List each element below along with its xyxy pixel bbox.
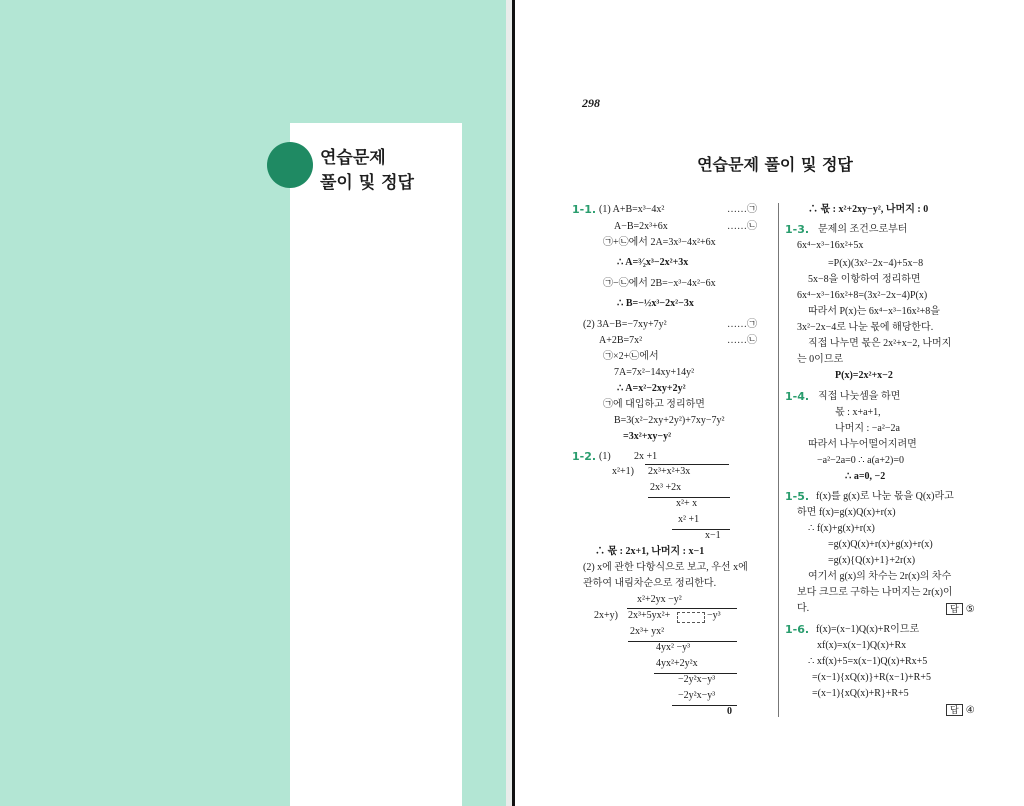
solution-line: ㉠+㉡에서 2A=3x³−4x²+6x	[603, 237, 716, 248]
solution-line: 2x+y)	[594, 610, 618, 621]
answer-choice: ⑤	[965, 604, 975, 615]
answer-label: 답	[946, 704, 963, 716]
solution-line: ∴ xf(x)+5=x(x−1)Q(x)+Rx+5	[808, 656, 928, 667]
solution-line: 직접 나눗셈을 하면	[818, 391, 901, 402]
solution-line: 0	[727, 706, 732, 717]
solution-line: f(x)를 g(x)로 나눈 몫을 Q(x)라고	[816, 491, 954, 502]
division-bar	[627, 608, 737, 609]
solution-line: ∴ B=−½x³−2x²−3x	[617, 298, 694, 309]
solution-line: (2) x에 관한 다항식으로 보고, 우선 x에	[583, 562, 748, 573]
solution-line: (2) 3A−B=−7xy+7y²	[583, 319, 667, 330]
blank-box	[677, 612, 705, 623]
chapter-title-line2: 풀이 및 정답	[320, 173, 414, 193]
book-gutter	[512, 0, 515, 806]
chapter-title-line1: 연습문제	[320, 148, 386, 168]
equation-marker: ……㉠	[727, 319, 757, 330]
problem-label: 1-5.	[785, 490, 810, 503]
solution-line: 6x⁴−x³−16x²+8=(3x²−2x−4)P(x)	[797, 290, 928, 301]
solution-line: 2x³ +2x	[650, 482, 682, 493]
solution-line: 관하여 내림차순으로 정리한다.	[583, 578, 717, 589]
answer-mark	[946, 704, 975, 717]
solution-line: (1)	[599, 451, 611, 462]
page-title: 연습문제 풀이 및 정답	[697, 155, 853, 174]
solution-line: 는 0이므로	[797, 354, 844, 365]
solution-line: 몫 : x+a+1,	[835, 407, 881, 418]
solution-line: x−1	[705, 530, 721, 541]
solution-line: x² +1	[678, 514, 700, 525]
equation-marker: ……㉠	[727, 204, 757, 215]
solution-line: P(x)=2x²+x−2	[835, 370, 893, 381]
subtraction-rule	[672, 529, 730, 530]
solution-line: −2y²x−y³	[678, 674, 716, 685]
solution-line: −y³	[707, 610, 721, 621]
solution-line: =(x−1){xQ(x)+R}+R+5	[812, 688, 909, 699]
solution-line: ∴ A=x²−2xy+2y²	[617, 383, 686, 394]
solution-line: (1) A+B=x³−4x²	[599, 204, 665, 215]
solution-line: f(x)=(x−1)Q(x)+R이므로	[816, 624, 920, 635]
solution-line: 2x +1	[634, 451, 658, 462]
solution-line: 3x²−2x−4로 나눈 몫에 해당한다.	[797, 322, 934, 333]
solution-line: x²+1)	[612, 466, 634, 477]
solution-line: ㉠에 대입하고 정리하면	[603, 399, 705, 410]
green-circle-ornament	[267, 142, 313, 188]
equation-marker: ……㉡	[727, 335, 757, 346]
solution-line: ∴ 몫 : x²+2xy−y², 나머지 : 0	[808, 204, 929, 215]
solution-line: −a²−2a=0 ∴ a(a+2)=0	[817, 455, 904, 466]
division-bar	[645, 464, 729, 465]
solution-line: 보다 크므로 구하는 나머지는 2r(x)이	[797, 587, 953, 598]
solution-line: =(x−1){xQ(x)}+R(x−1)+R+5	[812, 672, 931, 683]
answer-mark	[946, 603, 975, 616]
solution-line: 문제의 조건으로부터	[818, 224, 908, 235]
solution-line: B=3(x²−2xy+2y²)+7xy−7y²	[614, 415, 725, 426]
solution-line: 다.	[797, 603, 810, 614]
solution-line: 4yx² −y³	[656, 642, 691, 653]
problem-label: 1-6.	[785, 623, 810, 636]
solution-line: A+2B=7x²	[599, 335, 643, 346]
solution-line: 하면 f(x)=g(x)Q(x)+r(x)	[797, 507, 896, 518]
solution-line: ∴ 몫 : 2x+1, 나머지 : x−1	[595, 546, 705, 557]
solution-line: 따라서 나누어떨어지려면	[808, 439, 917, 450]
solution-line: 따라서 P(x)는 6x⁴−x³−16x²+8을	[808, 306, 940, 317]
solution-line: 2x³+5yx²+	[628, 610, 671, 621]
problem-label: 1-2.	[572, 450, 597, 463]
solution-line: ∴ a=0, −2	[845, 471, 886, 482]
solution-line: ∴ A=³⁄₂x³−2x²+3x	[617, 257, 689, 268]
column-divider	[778, 203, 779, 717]
problem-label: 1-4.	[785, 390, 810, 403]
problem-label: 1-3.	[785, 223, 810, 236]
solution-line: 2x³+x²+3x	[648, 466, 691, 477]
solution-line: −2y²x−y³	[678, 690, 716, 701]
solution-line: xf(x)=x(x−1)Q(x)+Rx	[817, 640, 907, 651]
solution-line: 4yx²+2y²x	[656, 658, 698, 669]
equation-marker: ……㉡	[727, 221, 757, 232]
solution-line: x²+2yx −y²	[637, 594, 682, 605]
solution-line: =P(x)(3x²−2x−4)+5x−8	[828, 258, 924, 269]
solution-line: 직접 나누면 몫은 2x²+x−2, 나머지	[808, 338, 952, 349]
solution-line: 7A=7x²−14xy+14y²	[614, 367, 695, 378]
answer-choice: ④	[965, 705, 975, 716]
solution-line: =g(x){Q(x)+1}+2r(x)	[828, 555, 916, 566]
solution-line: 나머지 : −a²−2a	[835, 423, 900, 434]
page-number: 298	[582, 96, 600, 110]
solution-line: 여기서 g(x)의 차수는 2r(x)의 차수	[808, 571, 952, 582]
problem-label: 1-1.	[572, 203, 597, 216]
chapter-panel	[290, 123, 462, 806]
solution-line: =3x²+xy−y²	[623, 431, 672, 442]
solution-line: x²+ x	[676, 498, 698, 509]
solution-line: ㉠×2+㉡에서	[603, 351, 659, 362]
solution-line: 6x⁴−x³−16x²+5x	[797, 240, 864, 251]
solution-line: =g(x)Q(x)+r(x)+g(x)+r(x)	[828, 539, 933, 550]
solution-line: ㉠−㉡에서 2B=−x³−4x²−6x	[603, 278, 716, 289]
solution-line: 5x−8을 이항하여 정리하면	[808, 274, 921, 285]
solution-line: A−B=2x³+6x	[614, 221, 668, 232]
solution-line: 2x³+ yx²	[630, 626, 665, 637]
answer-label: 답	[946, 603, 963, 615]
solution-line: ∴ f(x)+g(x)+r(x)	[808, 523, 875, 534]
